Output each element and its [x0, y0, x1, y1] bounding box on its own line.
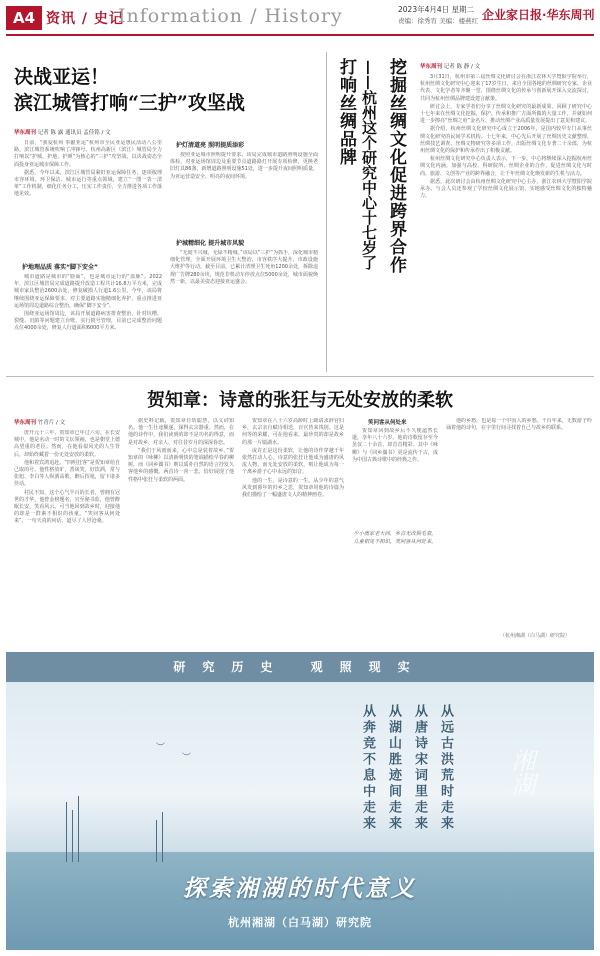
reed-decoration: [78, 796, 79, 862]
paragraph: 研讨会上，专家学者们分享了丝绸文化研究的最新成果，回顾了研究中心十七年来在丝绸文化挖掘、保护、传承和推广方面所做的大量工作，并就如何进一步擦亮“丝绸之府”金名片、推动丝绸产业高质量发展提出了意见和建议。: [420, 103, 592, 125]
paragraph: 杭州丝绸文化研究中心负责人表示，下一步，中心将继续深入挖掘杭州丝绸文化内涵，加强与高校、科研院所、丝绸企业的合作，促进丝绸文化与时尚、旅游、文创等产业的跨界融合，让千年丝绸文化焕发新的生机与活力。: [420, 156, 592, 177]
paragraph: 日前，“我爱杭州 奉献亚运”杭州市全民亚运惠民活动八公里路，滨江城管系统吹响了冲锋号。杭州高新区（滨江）城管局全力打响以“护城、护地、护颜”为核心的“三护”攻坚战，以决战姿态全面投身亚运城市保障工作。: [14, 140, 162, 168]
paragraph: 围绕亚运场馆周边，该局开展道路病害排查整治，针对坑槽、裂缝、沉陷等问题建立台账，实行销号管理，目前已完成整治问题点位4000余处，修复人行道面积6000平方米。: [14, 311, 162, 332]
ad-slogan: 探索湘湖的时代意义: [183, 876, 417, 902]
article3-byline: [14, 418, 65, 426]
paragraph: 他的乡愁，也是每一个中国人的乡愁。千百年来，无数游子吟诵着他的诗句，在字里行间寻找着自己与故乡的联系。: [446, 418, 592, 432]
byline-tag: 华东周刊: [420, 64, 443, 70]
byline-text: 记者 陈 露 通讯员 孟佳铭 / 文: [37, 130, 111, 136]
paragraph: 据悉，今年以来，滨江区城管局紧盯亚运保障任务，逐项梳理市容环境、环卫保洁、城市运行等重点领域，建立“一图一表一清单”工作机制，细化任务分工，压实工作责任，全力推进各项工作落地见效。: [14, 169, 162, 198]
bird-icon: ︶: [182, 753, 192, 763]
ad-verse-1: 从远古洪荒时走来: [438, 704, 453, 832]
article1-col2-text-b: [170, 250, 318, 368]
ad-strip-text: 研究历史 观照现实: [173, 660, 427, 674]
paragraph: 据介绍，杭州丝绸文化研究中心成立于2006年，是国内较早专门从事丝绸文化研究的民间学术机构。十七年来，中心先后开展了丝绸历史文献整理、丝绸技艺调查、丝绸文物研究等多项工作，出版丝绸文化专著二十余部，为杭州丝绸文化的保护和传承作出了积极贡献。: [420, 126, 592, 155]
paragraph: 城市道路是城市的“脸面”，也是城市运行的“血脉”。2022年，滨江区城管局完成道路提升改造工程共计16.8万平方米，完成城市家具整治2600余处，修复破损人行道1.6公里。今年，该局将继续围绕亚运保障要求，对主要道路实施精细化养护，重点推进亚运场馆周边道路综合整治，确保“脚下安全”。: [14, 274, 162, 309]
article3-col5-text: [446, 418, 592, 628]
byline-text: 竹青片 / 文: [37, 420, 66, 426]
article1-title-line1: 决战亚运！: [14, 66, 110, 88]
ad-brand-calligraphy: 湘湖: [507, 748, 535, 796]
article1-title: [14, 64, 245, 116]
ad-verse-3: 从湖山胜迹间走来: [386, 704, 401, 832]
article1-byline: [14, 128, 111, 136]
masthead-rule: [6, 34, 594, 36]
issue-date: 2023年4月4日 星期二: [398, 5, 475, 14]
article1-subhead: 护地理品质 落实“脚下安全”: [22, 264, 98, 271]
article2-byline: [420, 62, 480, 70]
paragraph: 唐开元十三年，贺知章已年过六旬。在长安城中，他是名动一时的文坛领袖，也是朝堂上德高望重的老臣。然而，在他看似风光的人生背后，却始终藏着一份无处安放的柔软。: [14, 430, 120, 458]
paragraph: 村民不知，这个心气半百的长者，曾拥有冠世的才华，他曾金榜题名，官至秘书监，他曾醉眠长安，笑看风云。可当他回到故乡时，迎接他的却是一群素不相识的孩童。“笑问客从何处来”，一句天真的问话，道尽了人世沧桑。: [14, 489, 120, 525]
paragraph: 他和着宾鸿追赴。“四明狂客”是贺知章给自己取的号。他性格放旷，善谈笑，好饮酒，常与张旭、李白等人纵酒高歌，醉后挥毫，留下诸多佳话。: [14, 459, 120, 488]
article3-col1-text: [14, 430, 120, 640]
paper-brand: 企业家日报·华东周刊: [482, 8, 595, 22]
ad-organization: 杭州湘湖（白马湖）研究院: [228, 916, 372, 929]
article1-subhead: 护灯清道亮 照明提质添彩: [176, 142, 245, 149]
paragraph: 或许正是这份柔软，让他的诗作穿越千年依然打动人心。诗意的张狂让他成为盛唐的风流人物，而无处安放的柔软，则让他成为每一个离乡游子心中永远的知音。: [242, 447, 344, 476]
article3-col3-text: [242, 418, 344, 640]
paragraph: 贺知章在八十六岁高龄时上疏请求辞官归乡，玄宗亲自赋诗相送，百官皆来饯别。这是何等的荣耀，可在他看来，最珍贵的却是故乡的那一片镜湖水。: [242, 418, 344, 446]
byline-tag: 华东周刊: [14, 420, 37, 426]
article1-subhead: 护城精细化 提升城市风貌: [176, 240, 245, 247]
reed-decoration: [162, 812, 163, 862]
paragraph: 3月31日，杭州市第三届丝绸文化研讨会在浙江农林大学暨阳学院举行，杭州丝绸文化研究中心迎来了17岁生日。来自全国各地的丝绸研究专家、企业代表、文化学者等齐聚一堂，围绕丝绸文化的传承与创新展开深入交流探讨，共同为杭州丝绸品牌建设建言献策。: [420, 74, 592, 102]
paragraph: 按照亚运城市照明提升要求，该局完成城市道路照明设施全面体检，对亚运场馆周边及重要节点道路路灯开展专项检修，更换老旧灯具86盏，新增道路照明设施51处，进一步提升夜间照明质量，为亚运营造安全、明亮的夜间环境。: [170, 152, 318, 180]
masthead: [0, 0, 600, 38]
section-title: 资讯 / 史记: [46, 11, 124, 27]
poem-title: 笑问客从何处来: [368, 420, 407, 426]
ad-verse-4: 从奔竞不息中走来: [360, 704, 375, 832]
section-title-en: Information / History: [118, 5, 343, 27]
editor-credits: 责编：徐秀宵 美编：楼燕红: [398, 17, 479, 25]
article1-col1-text-b: [14, 274, 162, 368]
ad-banner: [6, 652, 594, 950]
page-number: A4: [6, 6, 42, 30]
section-divider: [6, 376, 594, 377]
byline-text: 记者 陈 静 / 文: [443, 64, 481, 70]
paragraph: 据史料记载，贺知章自幼聪慧，以文词知名。他一生仕途顺遂，深得玄宗器重。然而，在他的诗作中，我们读到的却不是功名的得意，而是对故乡、对亲人、对往昔岁月的深深眷恋。: [128, 418, 234, 446]
paragraph: 贺知章回到故乡后不久便溘然长逝，享年八十六岁。他的诗歌留存至今虽仅二十余首，却首首精彩。其中《咏柳》与《回乡偶书》更是流传千古，成为中国古典诗歌中的经典之作。: [352, 428, 438, 463]
article2-text: [420, 74, 592, 368]
ad-verse-2: 从唐诗宋词里走来: [412, 704, 427, 832]
reed-decoration: [72, 810, 73, 862]
article3-col2-text: [128, 418, 234, 640]
article1-col1-text: [14, 140, 162, 258]
article2-headline-secondary: 挖掘丝绸文化促进跨界合作: [386, 58, 406, 274]
poem-quote: 少小离家老大回，乡音无改鬓毛衰。儿童相见不相识，笑问客从何处来。: [353, 531, 437, 545]
article3-col4-text: [352, 428, 438, 518]
article1-col2-text: [170, 152, 318, 234]
reed-decoration: [156, 820, 157, 862]
byline-tag: 华东周刊: [14, 130, 37, 136]
article3-credit: （杭州湘湖（白马湖）研究院）: [500, 633, 571, 639]
column-divider: [326, 52, 327, 372]
paragraph: “我们于风雨而来，心中总是装着故乡。”贺知章的《咏柳》以清新明快的笔调描绘早春的柳树，而《回乡偶书》则以质朴自然的语言抒发久客他乡的感慨。两首诗一喜一悲，恰好展现了他性格中张狂与柔软的两面。: [128, 447, 234, 483]
article3-title: 贺知章：诗意的张狂与无处安放的柔软: [147, 390, 453, 411]
paragraph: 他的一生，是诗意的一生。从少年的意气风发到暮年的归乡之思，贺知章用他的诗篇为我们描绘了一幅盛唐文人的精神画卷。: [242, 477, 344, 499]
article2-headline-main: 打响丝绸品牌: [336, 58, 356, 166]
reed-decoration: [66, 802, 67, 862]
article2-headline-sub: ——杭州这个研究中心十七岁了: [360, 60, 378, 270]
paragraph: “无废不兴城，无绿不精城。”该局以“三护”为抓手，深化城市精细化管理，全面开展环境卫生大整治、市容秩序大提升、市政设施大维护等行动。截至目前，已累计清理卫生死角1200余处，拆除违规广告牌280余块，规范非机动车停放点位5000余处，城市面貌焕然一新，以最美姿态迎接亚运盛会。: [170, 250, 318, 285]
paragraph: 据悉，此次研讨会由杭州丝绸文化研究中心主办，浙江农林大学暨阳学院承办。与会人员还参观了学校丝绸文化展示馆，实地感受丝绸文化的独特魅力。: [420, 178, 592, 200]
bird-icon: ︶: [156, 743, 166, 753]
article1-title-line2: 滨江城管打响“三护”攻坚战: [14, 92, 245, 114]
